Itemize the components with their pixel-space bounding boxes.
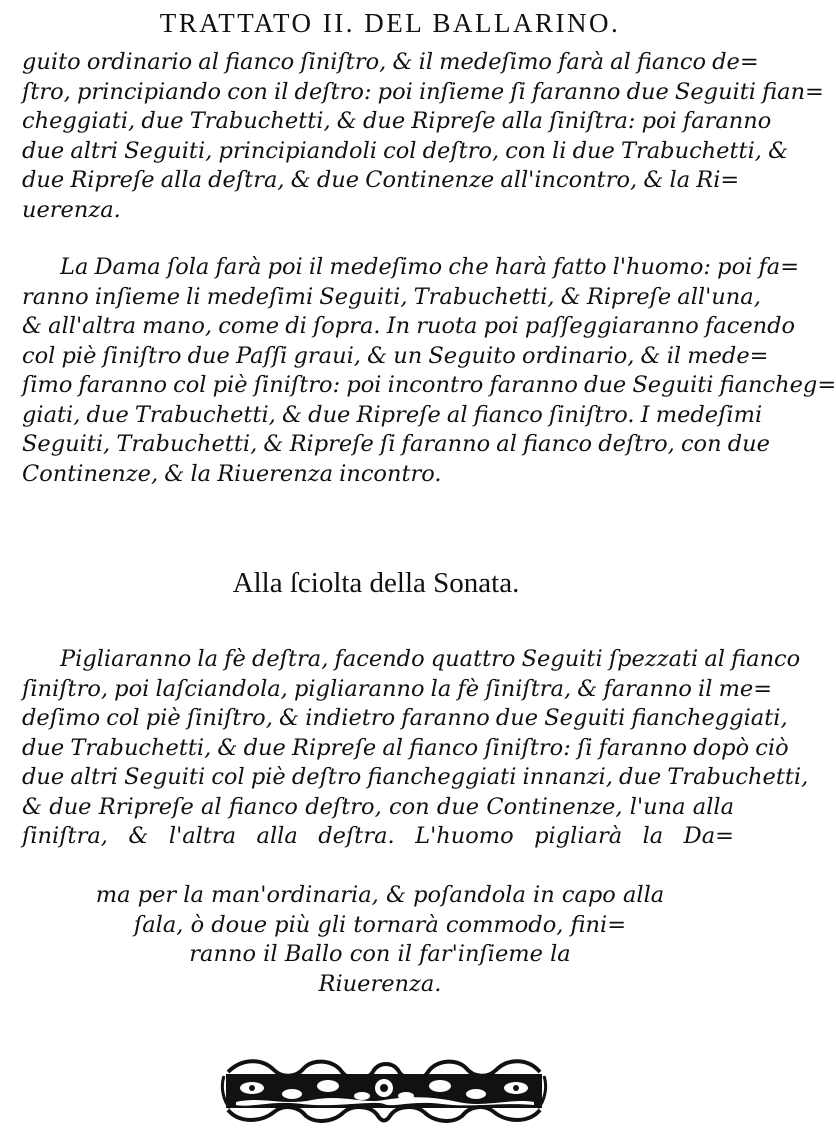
text-line: ſimo faranno col piè ſiniſtro: poi incontro faranno due Seguiti fiancheg= (22, 372, 836, 398)
text-line: La Dama ſola farà poi il medeſimo che harà fatto l'huomo: poi fa= (60, 254, 800, 280)
text-line: due altri Seguiti, principiandoli col deſtro, con li due Trabuchetti, & (22, 137, 789, 164)
text-line: ſiniſtro, poi laſciandola, pigliaranno la fè ſiniſtra, & faranno il me= (22, 675, 773, 702)
text-line: Pigliaranno la fè deſtra, facendo quattro Seguiti ſpezzati al fianco (60, 646, 801, 672)
text-line: Riuerenza. (318, 970, 442, 997)
text-line: deſimo col piè ſiniſtro, & indietro faranno due Seguiti fiancheggiati, (22, 705, 788, 731)
text-line: due Trabuchetti, & due Ripreſe al fianco ſiniſtro: ſi faranno dopò ciò (22, 734, 789, 761)
paragraph-1 (22, 48, 824, 225)
paragraph-3 (22, 645, 809, 852)
text-line: col piè ſiniſtro due Paſſi graui, & un Seguito ordinario, & il mede= (22, 342, 769, 369)
paragraph-2 (22, 253, 836, 489)
text-line: ranno il Ballo con il far'inſieme la (189, 941, 571, 967)
text-line: Continenze, & la Riuerenza incontro. (22, 460, 442, 487)
text-line: guito ordinario al fianco ſiniſtro, & il medeſimo farà al fianco de= (22, 49, 759, 75)
closing-taper (60, 881, 700, 999)
woodcut-ornament-icon (222, 1058, 546, 1124)
text-line: & due Rripreſe al fianco deſtro, con due Continenze, l'una alla (22, 793, 734, 820)
text-line: ranno inſieme li medeſimi Seguiti, Trabuchetti, & Ripreſe all'una, (22, 283, 761, 310)
text-line: due Ripreſe alla deſtra, & due Continenze all'incontro, & la Ri= (22, 167, 740, 193)
text-line: ſtro, principiando con il deſtro: poi inſieme ſi faranno due Seguiti fian= (22, 78, 824, 105)
running-head: TRATTATO II. DEL BALLARINO. (159, 8, 621, 38)
text-line: cheggiati, due Trabuchetti, & due Ripreſe alla ſiniſtra: poi faranno (22, 108, 772, 134)
text-line: ſiniſtra, & l'altra alla deſtra. L'huomo pigliarà la Da= (22, 823, 734, 849)
text-line: Seguiti, Trabuchetti, & Ripreſe ſi faranno al fianco deſtro, con due (22, 431, 770, 457)
text-line: ma per la man'ordinaria, & poſandola in capo alla (95, 882, 665, 908)
text-line: due altri Seguiti col piè deſtro fiancheggiati innanzi, due Trabuchetti, (22, 764, 809, 790)
text-line: & all'altra mano, come di ſopra. In ruota poi paſſeggiaranno facendo (22, 313, 796, 339)
section-heading: Alla ſciolta della Sonata. (232, 567, 520, 599)
text-line: ſala, ò doue più gli tornarà commodo, fini= (133, 911, 627, 938)
text-line: giati, due Trabuchetti, & due Ripreſe al fianco ſiniſtro. I medeſimi (22, 401, 763, 428)
text-line: uerenza. (22, 196, 121, 223)
